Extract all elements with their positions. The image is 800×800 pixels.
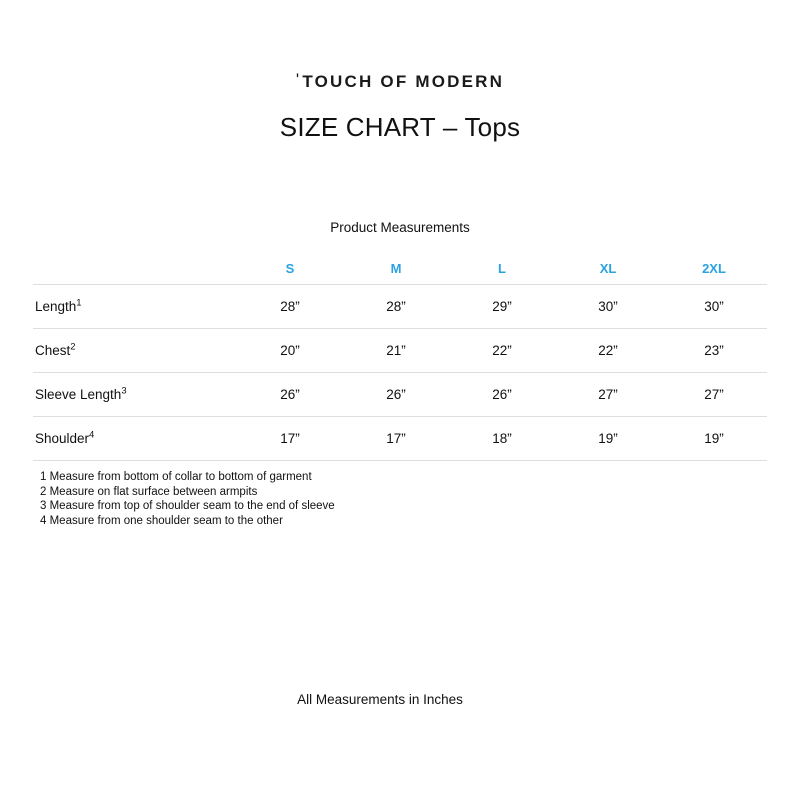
cell-shoulder-m: 17” <box>386 431 406 446</box>
row-label-chest <box>33 329 237 373</box>
row-label-text: Chest <box>35 343 71 358</box>
cell-sleeve-length-m: 26” <box>386 387 406 402</box>
cell-length-m: 28” <box>386 299 406 314</box>
table-body <box>33 285 767 461</box>
cell-length-xl: 30” <box>598 299 618 314</box>
table-header-row <box>33 252 767 285</box>
cell-chest-s: 20” <box>280 343 300 358</box>
column-header-s: S <box>285 260 295 276</box>
cell-sleeve-length-s: 26” <box>280 387 300 402</box>
table-row <box>33 373 767 417</box>
row-label-length <box>33 285 237 329</box>
cell-shoulder-l: 18” <box>492 431 512 446</box>
row-label-shoulder <box>33 417 237 461</box>
cell-shoulder-s: 17” <box>280 431 300 446</box>
column-header-xl: XL <box>599 260 617 276</box>
footnote-1: 1 Measure from bottom of collar to bottom of garment <box>40 471 312 483</box>
row-label-text: Length <box>35 299 77 314</box>
footnote-4: 4 Measure from one shoulder seam to the other <box>40 514 283 527</box>
cell-sleeve-length-xl: 27” <box>598 387 618 402</box>
column-header-2xl: 2XL <box>702 260 726 276</box>
table-row <box>33 329 767 373</box>
footnote-marker: 3 <box>121 385 127 397</box>
brand-logo <box>0 72 800 92</box>
cell-shoulder-xl: 19” <box>598 431 618 446</box>
measurement-units-footer: All Measurements in Inches <box>297 692 463 707</box>
size-chart-table <box>33 252 767 461</box>
table-row <box>33 417 767 461</box>
cell-sleeve-length-2xl: 27” <box>704 387 724 402</box>
table-header <box>33 252 767 285</box>
row-label-sleeve-length <box>33 373 237 417</box>
cell-chest-xl: 22” <box>598 343 618 358</box>
cell-shoulder-2xl: 19” <box>704 431 724 446</box>
cell-length-s: 28” <box>280 299 300 314</box>
row-label-text: Sleeve Length <box>35 387 122 402</box>
column-header-measurement <box>33 252 237 285</box>
cell-length-l: 29” <box>492 299 512 314</box>
footnote-marker: 1 <box>76 297 82 309</box>
table-row <box>33 285 767 329</box>
footnote-marker: 4 <box>89 429 95 441</box>
footnote-2: 2 Measure on flat surface between armpits <box>40 485 258 498</box>
column-header-m: M <box>390 260 402 276</box>
footnotes <box>40 470 540 528</box>
footnote-marker: 2 <box>70 341 76 353</box>
cell-chest-2xl: 23” <box>704 343 724 358</box>
brand-tick-mark: ' <box>295 70 302 89</box>
cell-length-2xl: 30” <box>704 299 724 314</box>
row-label-text: Shoulder <box>35 431 90 446</box>
cell-chest-l: 22” <box>492 343 512 358</box>
brand-name: TOUCH OF MODERN <box>302 72 505 91</box>
column-header-l: L <box>498 260 506 276</box>
cell-chest-m: 21” <box>386 343 406 358</box>
cell-sleeve-length-l: 26” <box>492 387 512 402</box>
page-title: SIZE CHART – Tops <box>279 112 521 142</box>
footnote-3: 3 Measure from top of shoulder seam to the end of sleeve <box>40 500 335 512</box>
product-measurements-caption: Product Measurements <box>330 220 470 235</box>
